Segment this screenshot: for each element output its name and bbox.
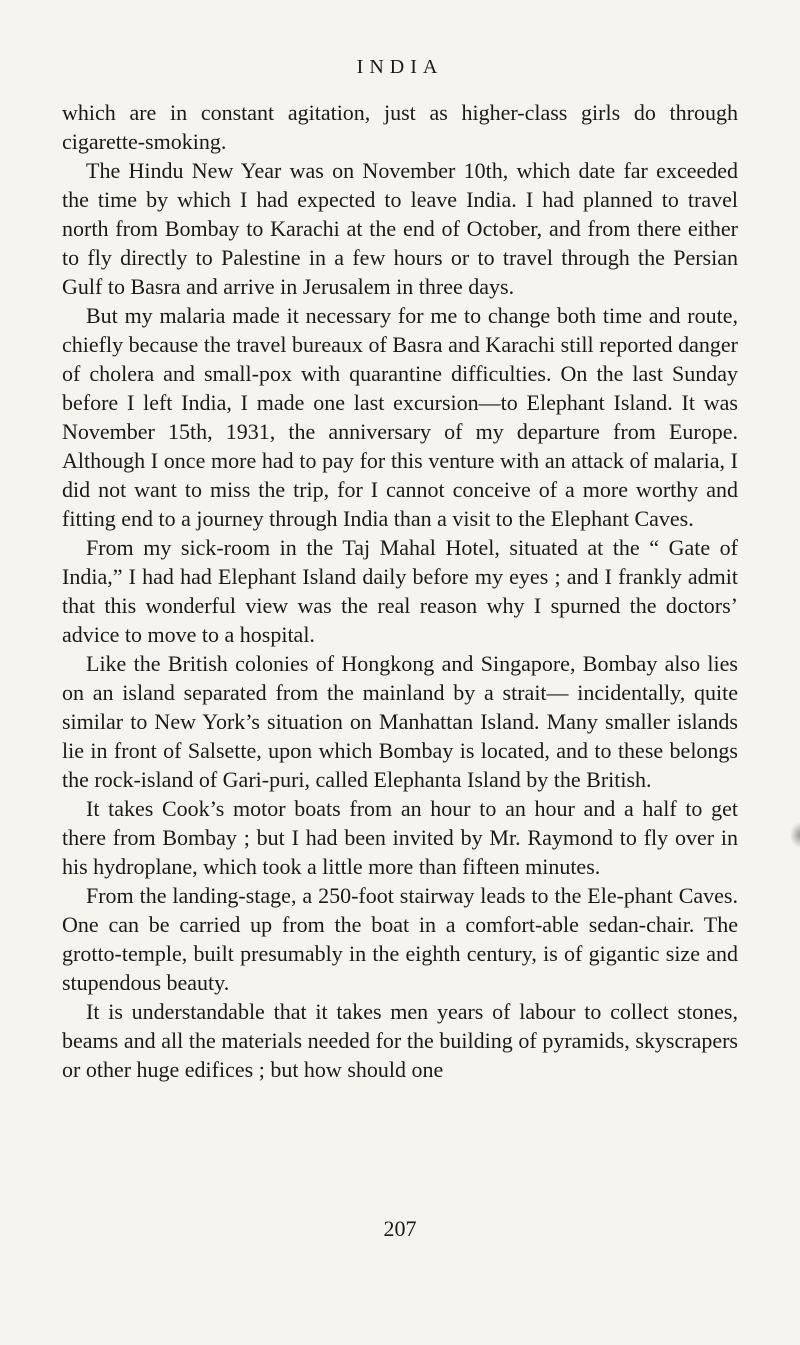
paragraph: From the landing-stage, a 250-foot stairway leads to the Ele-phant Caves. One can be carried up from the boat in a comfort-able sedan-chair. The grotto-temple, built presumably in the eighth century, is of gigantic size and stupendous beauty. bbox=[62, 883, 738, 995]
paragraph: It takes Cook’s motor boats from an hour to an hour and a half to get there from Bombay ; but I had been invited by Mr. Raymond to fly over in his hydroplane, which took a little more than fifteen minutes. bbox=[62, 796, 738, 879]
paragraph: But my malaria made it necessary for me to change both time and route, chiefly because the travel bureaux of Basra and Karachi still reported danger of cholera and small-pox with quarantine difficulties. On the last Sunday before I left India, I made one last excursion—to Elephant Island. It was November 15th, 1931, the anniversary of my departure from Europe. Although I once more had to pay for this venture with an attack of malaria, I did not want to miss the trip, for I cannot conceive of a more worthy and fitting end to a journey through India than a visit to the Elephant Caves. bbox=[62, 303, 738, 531]
body-text bbox=[62, 98, 738, 1084]
page-edge-mark bbox=[790, 822, 800, 848]
paragraph: Like the British colonies of Hongkong and Singapore, Bombay also lies on an island separated from the mainland by a strait— incidentally, quite similar to New York’s situation on Manhattan Island. Many smaller islands lie in front of Salsette, upon which Bombay is located, and to these belongs the rock-island of Gari-puri, called Elephanta Island by the British. bbox=[62, 651, 738, 792]
running-head: INDIA bbox=[356, 56, 444, 78]
page-number: 207 bbox=[383, 1216, 417, 1241]
paragraph: It is understandable that it takes men years of labour to collect stones, beams and all the materials needed for the building of pyramids, skyscrapers or other huge edifices ; but how should one bbox=[62, 999, 738, 1082]
paragraph: which are in constant agitation, just as higher-class girls do through cigarette-smoking. bbox=[62, 100, 738, 154]
paragraph: From my sick-room in the Taj Mahal Hotel, situated at the “ Gate of India,” I had had Elephant Island daily before my eyes ; and I frankly admit that this wonderful view was the real reason why I spurned the doctors’ advice to move to a hospital. bbox=[62, 535, 738, 647]
paragraph: The Hindu New Year was on November 10th, which date far exceeded the time by which I had expected to leave India. I had planned to travel north from Bombay to Karachi at the end of October, and from there either to fly directly to Palestine in a few hours or to travel through the Persian Gulf to Basra and arrive in Jerusalem in three days. bbox=[62, 158, 738, 299]
